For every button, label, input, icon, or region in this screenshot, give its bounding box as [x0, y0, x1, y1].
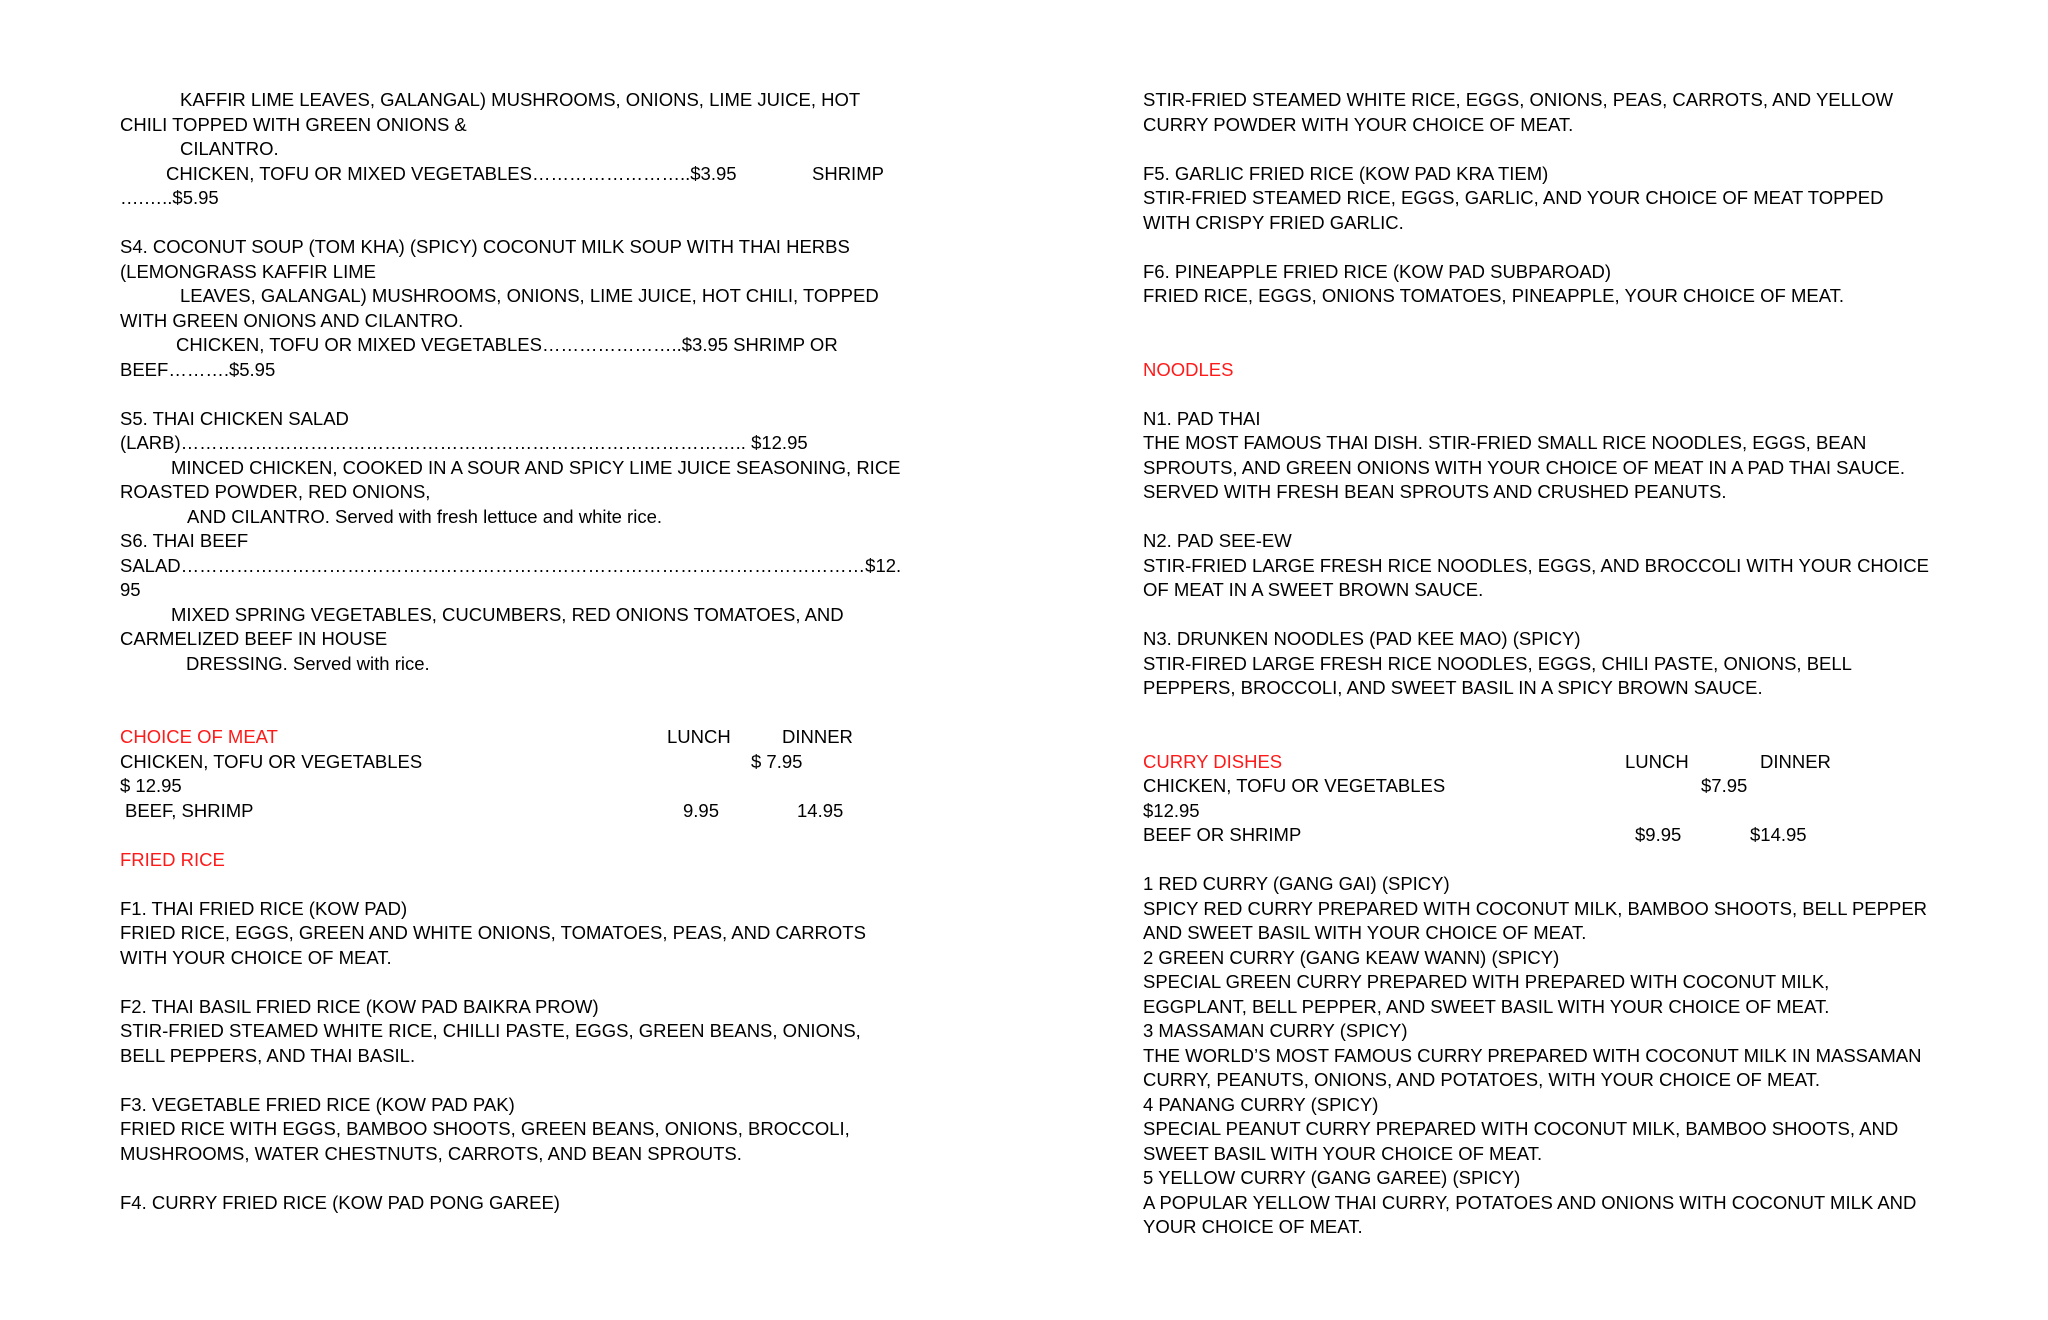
s5-title: S5. THAI CHICKEN SALAD — [120, 407, 349, 429]
section-heading-curry-dishes: CURRY DISHES — [1143, 750, 1283, 772]
menu-page-right — [1024, 0, 2048, 1320]
s3-desc-line: KAFFIR LIME LEAVES, GALANGAL) MUSHROOMS, ONIONS, LIME JUICE, HOT — [180, 89, 861, 110]
n1-desc-line: SERVED WITH FRESH BEAN SPROUTS AND CRUSHED PEANUTS. — [1143, 481, 1727, 502]
f1-desc-line: WITH YOUR CHOICE OF MEAT. — [120, 946, 392, 968]
section-heading-fried-rice: FRIED RICE — [120, 848, 225, 870]
f4-continuation — [1143, 88, 1963, 137]
s5-desc-line: AND CILANTRO. Served with fresh lettuce and white rice. — [187, 505, 663, 527]
s4-desc-line: LEAVES, GALANGAL) MUSHROOMS, ONIONS, LIME JUICE, HOT CHILI, TOPPED — [180, 285, 879, 306]
meat-row-dinner: 14.95 — [797, 799, 844, 821]
curry-3-desc-line: THE WORLD’S MOST FAMOUS CURRY PREPARED WITH COCONUT MILK IN MASSAMAN — [1143, 1044, 1922, 1066]
curry-1-desc-line: AND SWEET BASIL WITH YOUR CHOICE OF MEAT. — [1143, 922, 1587, 943]
n1-desc-line: THE MOST FAMOUS THAI DISH. STIR-FRIED SMALL RICE NOODLES, EGGS, BEAN — [1143, 432, 1867, 453]
s4-title: S4. COCONUT SOUP (TOM KHA) (SPICY) COCONUT MILK SOUP WITH THAI HERBS — [120, 236, 850, 257]
f3-desc-line: FRIED RICE WITH EGGS, BAMBOO SHOOTS, GREEN BEANS, ONIONS, BROCCOLI, — [120, 1118, 850, 1139]
meat-dinner-header: DINNER — [782, 726, 853, 747]
s6-desc-line: DRESSING. Served with rice. — [186, 652, 430, 674]
curry-2-desc-line: EGGPLANT, BELL PEPPER, AND SWEET BASIL WITH YOUR CHOICE OF MEAT. — [1143, 995, 1830, 1017]
section-heading-noodles: NOODLES — [1143, 358, 1234, 380]
curry-row-dinner: $12.95 — [1143, 799, 1200, 821]
s4-price-line: BEEF……….$5.95 — [120, 358, 276, 380]
f4-title: F4. CURRY FRIED RICE (KOW PAD PONG GAREE) — [120, 1191, 560, 1213]
f1-title: F1. THAI FRIED RICE (KOW PAD) — [120, 897, 408, 919]
s6-desc-line: CARMELIZED BEEF IN HOUSE — [120, 628, 388, 649]
s5-desc-line: ROASTED POWDER, RED ONIONS, — [120, 481, 431, 502]
curry-1-desc-line: SPICY RED CURRY PREPARED WITH COCONUT MILK, BAMBOO SHOOTS, BELL PEPPER — [1143, 897, 1928, 919]
meat-header-row — [120, 725, 920, 750]
f2-title: F2. THAI BASIL FRIED RICE (KOW PAD BAIKRA PROW) — [120, 995, 599, 1017]
left-column — [120, 88, 920, 1215]
curry-2-desc-line: SPECIAL GREEN CURRY PREPARED WITH PREPARED WITH COCONUT MILK, — [1143, 971, 1830, 992]
s3-price-row — [120, 162, 920, 187]
s6-price-line: 95 — [120, 579, 141, 600]
f5-item — [1143, 162, 1963, 236]
s3-desc-line: CILANTRO. — [180, 138, 279, 159]
curry-price-row — [1143, 774, 1963, 799]
soup-s4 — [120, 235, 920, 382]
f5-desc-line: WITH CRISPY FRIED GARLIC. — [1143, 211, 1404, 233]
fried-rice-section — [120, 848, 920, 1216]
noodles-section — [1143, 358, 1963, 701]
curry-dinner-header: DINNER — [1760, 750, 1831, 772]
curry-3-title: 3 MASSAMAN CURRY (SPICY) — [1143, 1020, 1408, 1041]
meat-row-label: CHICKEN, TOFU OR VEGETABLES — [120, 750, 423, 772]
f2-desc-line: BELL PEPPERS, AND THAI BASIL. — [120, 1044, 416, 1066]
n3-title: N3. DRUNKEN NOODLES (PAD KEE MAO) (SPICY) — [1143, 628, 1581, 649]
curry-row-label: CHICKEN, TOFU OR VEGETABLES — [1143, 775, 1446, 796]
f4-desc-line: CURRY POWDER WITH YOUR CHOICE OF MEAT. — [1143, 113, 1574, 135]
curry-header-row — [1143, 750, 1963, 775]
curry-2-title: 2 GREEN CURRY (GANG KEAW WANN) (SPICY) — [1143, 946, 1560, 968]
salad-s6 — [120, 529, 920, 676]
s6-price-line: SALAD…………………………………………………………………………………………………$12. — [120, 554, 902, 576]
curry-1-title: 1 RED CURRY (GANG GAI) (SPICY) — [1143, 873, 1450, 894]
s3-desc-line: CHILI TOPPED WITH GREEN ONIONS & — [120, 113, 467, 135]
n1-desc-line: SPROUTS, AND GREEN ONIONS WITH YOUR CHOICE OF MEAT IN A PAD THAI SAUCE. — [1143, 456, 1906, 478]
f5-desc-line: STIR-FRIED STEAMED RICE, EGGS, GARLIC, AND YOUR CHOICE OF MEAT TOPPED — [1143, 187, 1884, 208]
salad-s5 — [120, 407, 920, 530]
f6-item — [1143, 260, 1963, 309]
meat-row-label: BEEF, SHRIMP — [125, 799, 254, 821]
f3-title: F3. VEGETABLE FRIED RICE (KOW PAD PAK) — [120, 1093, 515, 1115]
meat-lunch-header: LUNCH — [667, 726, 731, 747]
curry-5-title: 5 YELLOW CURRY (GANG GAREE) (SPICY) — [1143, 1167, 1521, 1188]
f6-title: F6. PINEAPPLE FRIED RICE (KOW PAD SUBPAROAD) — [1143, 260, 1612, 282]
curry-section — [1143, 750, 1963, 1240]
f1-desc-line: FRIED RICE, EGGS, GREEN AND WHITE ONIONS, TOMATOES, PEAS, AND CARROTS — [120, 922, 866, 943]
n2-desc-line: OF MEAT IN A SWEET BROWN SAUCE. — [1143, 579, 1484, 600]
s4-desc-line: (LEMONGRASS KAFFIR LIME — [120, 260, 376, 282]
n1-title: N1. PAD THAI — [1143, 407, 1261, 429]
curry-3-desc-line: CURRY, PEANUTS, ONIONS, AND POTATOES, WITH YOUR CHOICE OF MEAT. — [1143, 1069, 1821, 1090]
s4-price-line: CHICKEN, TOFU OR MIXED VEGETABLES…………………..$3.95 SHRIMP OR — [176, 334, 838, 355]
n3-desc-line: STIR-FIRED LARGE FRESH RICE NOODLES, EGGS, CHILI PASTE, ONIONS, BELL — [1143, 652, 1852, 674]
s3-shrimp-label: SHRIMP — [812, 162, 884, 184]
curry-row-lunch: $9.95 — [1635, 824, 1682, 845]
n3-desc-line: PEPPERS, BROCCOLI, AND SWEET BASIL IN A SPICY BROWN SAUCE. — [1143, 677, 1763, 698]
meat-row — [120, 799, 920, 824]
curry-4-desc-line: SWEET BASIL WITH YOUR CHOICE OF MEAT. — [1143, 1142, 1543, 1164]
meat-row-lunch: $ 7.95 — [751, 750, 803, 772]
meat-row-lunch: 9.95 — [683, 799, 720, 821]
meat-row-dinner: $ 12.95 — [120, 775, 182, 796]
n2-desc-line: STIR-FRIED LARGE FRESH RICE NOODLES, EGGS, AND BROCCOLI WITH YOUR CHOICE — [1143, 554, 1930, 576]
s5-price-line: (LARB)……………………………………………………………………………….. $12.95 — [120, 432, 808, 453]
s3-shrimp-price: ….…..$5.95 — [120, 187, 219, 208]
n2-title: N2. PAD SEE-EW — [1143, 530, 1292, 551]
s3-price-chicken: CHICKEN, TOFU OR MIXED VEGETABLES……………………..$3.95 — [166, 162, 737, 184]
f6-desc-line: FRIED RICE, EGGS, ONIONS TOMATOES, PINEAPPLE, YOUR CHOICE OF MEAT. — [1143, 285, 1845, 306]
curry-4-title: 4 PANANG CURRY (SPICY) — [1143, 1093, 1379, 1115]
curry-4-desc-line: SPECIAL PEANUT CURRY PREPARED WITH COCONUT MILK, BAMBOO SHOOTS, AND — [1143, 1118, 1899, 1139]
curry-5-desc-line: YOUR CHOICE OF MEAT. — [1143, 1216, 1363, 1237]
s5-desc-line: MINCED CHICKEN, COOKED IN A SOUR AND SPICY LIME JUICE SEASONING, RICE — [171, 456, 901, 478]
right-column — [1143, 88, 1963, 1240]
s4-desc-line: WITH GREEN ONIONS AND CILANTRO. — [120, 309, 464, 331]
meat-row — [120, 750, 920, 775]
curry-5-desc-line: A POPULAR YELLOW THAI CURRY, POTATOES AND ONIONS WITH COCONUT MILK AND — [1143, 1191, 1917, 1213]
curry-row-lunch: $7.95 — [1701, 775, 1748, 796]
f3-desc-line: MUSHROOMS, WATER CHESTNUTS, CARROTS, AND BEAN SPROUTS. — [120, 1142, 742, 1164]
curry-row-label: BEEF OR SHRIMP — [1143, 824, 1302, 845]
f2-desc-line: STIR-FRIED STEAMED WHITE RICE, CHILLI PASTE, EGGS, GREEN BEANS, ONIONS, — [120, 1020, 861, 1041]
soup-s3-continuation — [120, 88, 920, 211]
f4-desc-line: STIR-FRIED STEAMED WHITE RICE, EGGS, ONIONS, PEAS, CARROTS, AND YELLOW — [1143, 89, 1894, 110]
f5-title: F5. GARLIC FRIED RICE (KOW PAD KRA TIEM) — [1143, 162, 1549, 184]
curry-row-dinner: $14.95 — [1750, 824, 1807, 845]
choice-of-meat-table — [120, 725, 920, 823]
s6-title: S6. THAI BEEF — [120, 530, 249, 551]
section-heading-choice-of-meat: CHOICE OF MEAT — [120, 726, 278, 747]
curry-lunch-header: LUNCH — [1625, 750, 1689, 772]
curry-price-row — [1143, 823, 1963, 848]
s6-desc-line: MIXED SPRING VEGETABLES, CUCUMBERS, RED ONIONS TOMATOES, AND — [171, 603, 844, 625]
